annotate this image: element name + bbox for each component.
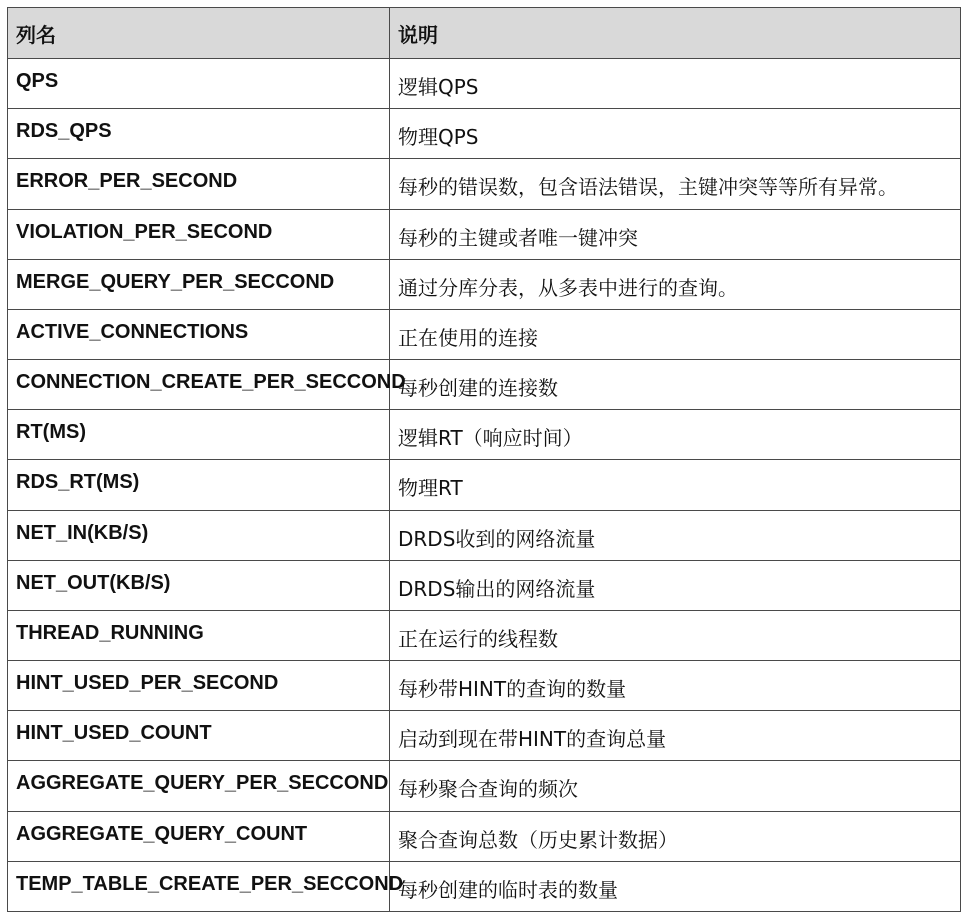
metric-description-cell: 每秒的主键或者唯一键冲突 <box>390 209 961 259</box>
table-row <box>8 761 961 811</box>
table-row <box>8 711 961 761</box>
metric-description-cell: 每秒的错误数，包含语法错误，主键冲突等等所有异常。 <box>390 159 961 209</box>
table-body <box>8 59 961 912</box>
metric-description-cell: 逻辑QPS <box>390 59 961 109</box>
metric-name-cell: NET_OUT(KB/S) <box>8 560 390 610</box>
table-row <box>8 610 961 660</box>
table-row <box>8 560 961 610</box>
metric-name-cell: RDS_QPS <box>8 109 390 159</box>
metric-name-cell: AGGREGATE_QUERY_PER_SECCOND <box>8 761 390 811</box>
table-row <box>8 510 961 560</box>
metrics-table <box>7 7 961 912</box>
metric-name-cell: NET_IN(KB/S) <box>8 510 390 560</box>
metric-description-cell: 逻辑RT（响应时间） <box>390 410 961 460</box>
metric-description-cell: DRDS收到的网络流量 <box>390 510 961 560</box>
metric-name-cell: RDS_RT(MS) <box>8 460 390 510</box>
metric-name-cell: ERROR_PER_SECOND <box>8 159 390 209</box>
table-row <box>8 209 961 259</box>
table-row <box>8 861 961 911</box>
table-row <box>8 259 961 309</box>
metric-description-cell: 物理RT <box>390 460 961 510</box>
metric-name-cell: QPS <box>8 59 390 109</box>
metric-description-cell: DRDS输出的网络流量 <box>390 560 961 610</box>
metric-description-cell: 每秒聚合查询的频次 <box>390 761 961 811</box>
metric-name-cell: RT(MS) <box>8 410 390 460</box>
metric-description-cell: 每秒创建的连接数 <box>390 360 961 410</box>
metric-name-cell: THREAD_RUNNING <box>8 610 390 660</box>
metric-description-cell: 正在使用的连接 <box>390 309 961 359</box>
table-row <box>8 811 961 861</box>
table-row <box>8 360 961 410</box>
metric-name-cell: AGGREGATE_QUERY_COUNT <box>8 811 390 861</box>
table-row <box>8 159 961 209</box>
column-header-description: 说明 <box>390 8 961 59</box>
table-row <box>8 59 961 109</box>
metric-description-cell: 每秒带HINT的查询的数量 <box>390 661 961 711</box>
metric-description-cell: 启动到现在带HINT的查询总量 <box>390 711 961 761</box>
metric-name-cell: ACTIVE_CONNECTIONS <box>8 309 390 359</box>
metric-description-cell: 聚合查询总数（历史累计数据） <box>390 811 961 861</box>
table-row <box>8 661 961 711</box>
metric-name-cell: TEMP_TABLE_CREATE_PER_SECCOND <box>8 861 390 911</box>
metric-name-cell: HINT_USED_COUNT <box>8 711 390 761</box>
metric-name-cell: MERGE_QUERY_PER_SECCOND <box>8 259 390 309</box>
table-row <box>8 410 961 460</box>
metric-description-cell: 正在运行的线程数 <box>390 610 961 660</box>
metric-name-cell: CONNECTION_CREATE_PER_SECCOND <box>8 360 390 410</box>
header-row <box>8 8 961 59</box>
metric-description-cell: 通过分库分表，从多表中进行的查询。 <box>390 259 961 309</box>
table-row <box>8 109 961 159</box>
metric-name-cell: VIOLATION_PER_SECOND <box>8 209 390 259</box>
metric-description-cell: 每秒创建的临时表的数量 <box>390 861 961 911</box>
table-row <box>8 309 961 359</box>
table-header <box>8 8 961 59</box>
metric-name-cell: HINT_USED_PER_SECOND <box>8 661 390 711</box>
column-header-name: 列名 <box>8 8 390 59</box>
metric-description-cell: 物理QPS <box>390 109 961 159</box>
table-row <box>8 460 961 510</box>
